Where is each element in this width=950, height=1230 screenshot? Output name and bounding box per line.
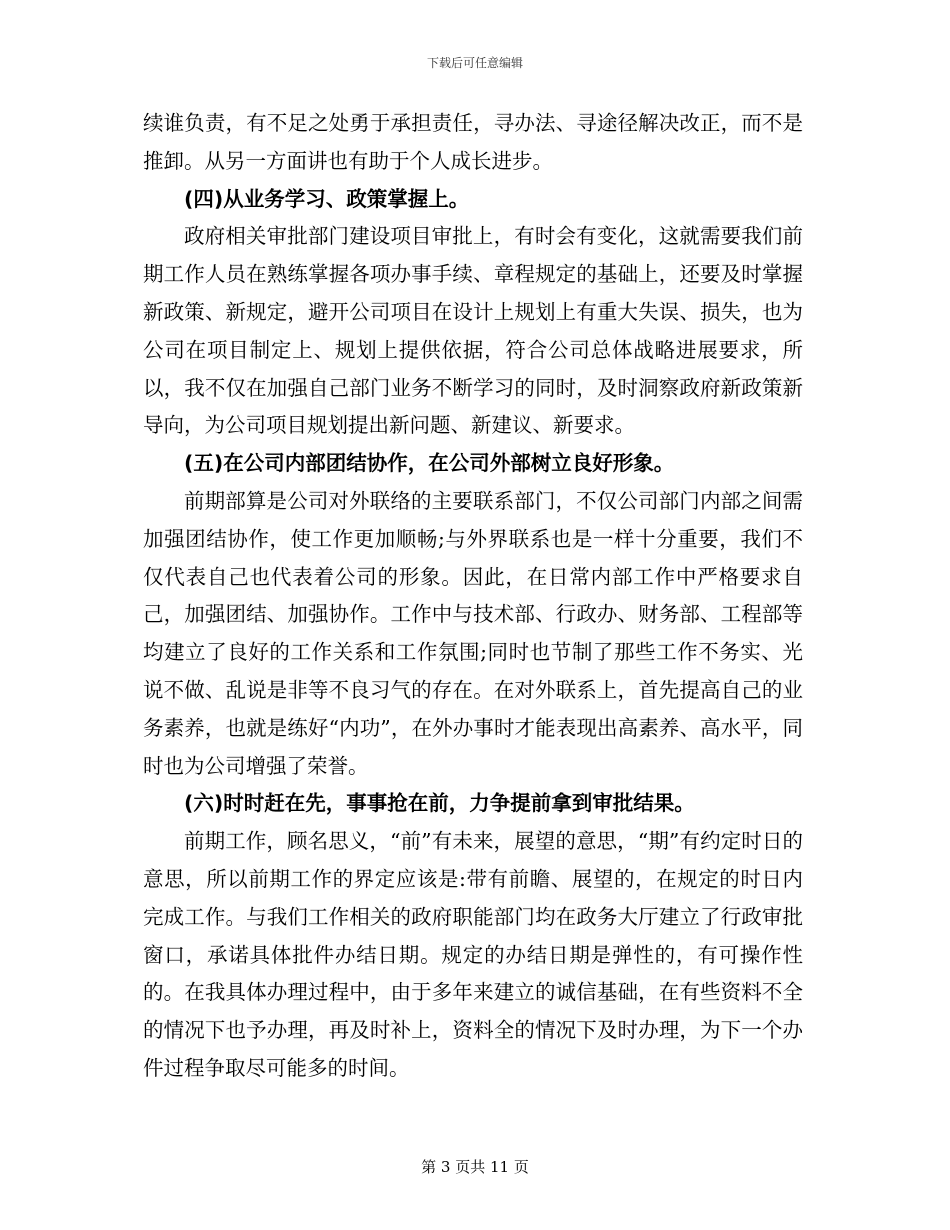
page-header: 下载后可任意编辑 [426, 56, 523, 70]
section-heading-4: (四)从业务学习、政策掌握上。 [184, 186, 470, 211]
section-heading-5: (五)在公司内部团结协作，在公司外部树立良好形象。 [184, 451, 675, 476]
document-body [143, 105, 803, 1088]
paragraph-section-4: 政府相关审批部门建设项目审批上，有时会有变化，这就需要我们前期工作人员在熟练掌握各项办事手续、章程规定的基础上，还要及时掌握新政策、新规定，避开公司项目在设计上规划上有重大失误、损失，也为公司在项目制定上、规划上提供依据，符合公司总体战略进展要求，所以，我不仅在加强自己部门业务不断学习的同时，及时洞察政府新政策新导向，为公司项目规划提出新问题、新建议、新要求。 [143, 224, 803, 438]
paragraph-section-5: 前期部算是公司对外联络的主要联系部门，不仅公司部门内部之间需加强团结协作，使工作更加顺畅;与外界联系也是一样十分重要，我们不仅代表自己也代表着公司的形象。因此，在日常内部工作中严格要求自己，加强团结、加强协作。工作中与技术部、行政办、财务部、工程部等均建立了良好的工作关系和工作氛围;同时也节制了那些工作不务实、光说不做、乱说是非等不良习气的存在。在对外联系上，首先提高自己的业务素养，也就是练好“内功”，在外办事时才能表现出高素养、高水平，同时也为公司增强了荣誉。 [143, 488, 803, 778]
section-heading-6: (六)时时赶在先，事事抢在前，力争提前拿到审批结果。 [184, 791, 695, 816]
paragraph-continuation: 续谁负责，有不足之处勇于承担责任，寻办法、寻途径解决改正，而不是推卸。从另一方面讲也有助于个人成长进步。 [143, 111, 803, 173]
page-footer: 第 3 页共 11 页 [421, 1158, 529, 1176]
paragraph-section-6: 前期工作，顾名思义，“前”有未来，展望的意思，“期”有约定时日的意思，所以前期工作的界定应该是:带有前瞻、展望的，在规定的时日内完成工作。与我们工作相关的政府职能部门均在政务大厅建立了行政审批窗口，承诺具体批件办结日期。规定的办结日期是弹性的，有可操作性的。在我具体办理过程中，由于多年来建立的诚信基础，在有些资料不全的情况下也予办理，再及时补上，资料全的情况下及时办理，为下一个办件过程争取尽可能多的时间。 [143, 829, 803, 1080]
